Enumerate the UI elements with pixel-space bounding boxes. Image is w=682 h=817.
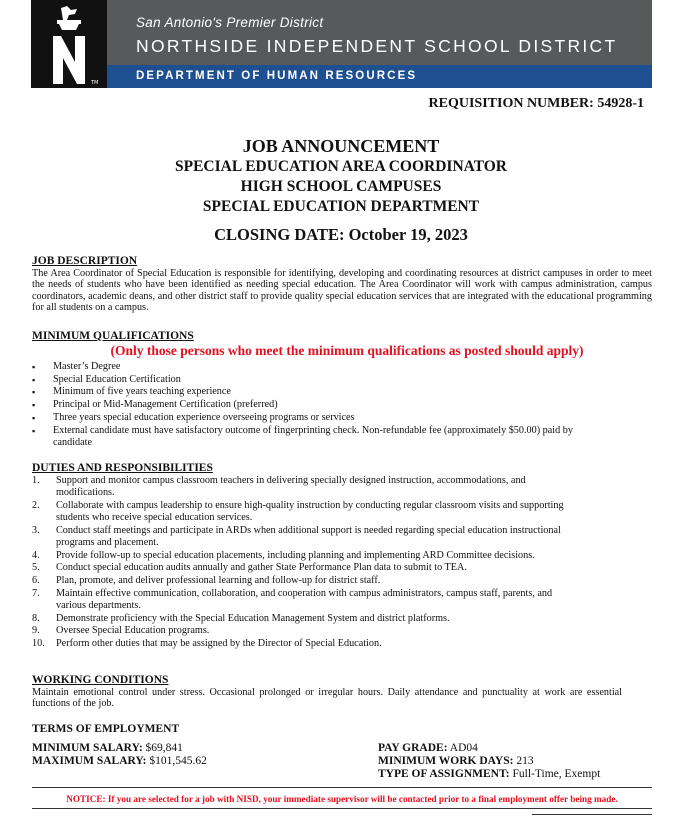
position-title: SPECIAL EDUCATION AREA COORDINATOR (174, 158, 508, 175)
qualifications-notice: (Only those persons who meet the minimum qualifications as posted should apply) (110, 343, 584, 358)
department-title: SPECIAL EDUCATION DEPARTMENT (202, 198, 480, 215)
max-salary-label: MAXIMUM SALARY: (32, 755, 147, 767)
footer-divider (532, 814, 652, 815)
list-item: ▪ Special Education Certification (32, 374, 652, 387)
district-logo (31, 0, 107, 88)
job-description-section (32, 255, 652, 314)
list-item: ▪ Master’s Degree (32, 361, 652, 374)
minimum-qualifications-heading: MINIMUM QUALIFICATIONS (32, 330, 194, 342)
min-salary-value: $69,841 (145, 742, 183, 754)
duties-heading: DUTIES AND RESPONSIBILITIES (32, 462, 213, 474)
duties-list (32, 475, 652, 650)
list-item: 10. Perform other duties that may be assigned by the Director of Special Education. (32, 638, 382, 650)
assignment-column (378, 742, 600, 781)
list-item: 4. Provide follow-up to special education placements, including planning and implementing ARD Committee decisions. (32, 549, 535, 561)
job-description-text: The Area Coordinator of Special Education is responsible for identifying, developing and coordinating resources at district campuses in order to meet the needs of students who have been identified as needing special education. The Area Coordinator will work with campus administration, campus coordinators, academic deans, and other district staff to provide quality special education services that are integrated with the educational programming for all students on a campus. (32, 268, 652, 314)
list-item: ▪ Minimum of five years teaching experience (32, 386, 652, 399)
list-item: 5. Conduct special education audits annually and gather State Performance Plan data to submit to TEA. (32, 562, 467, 574)
pay-grade-label: PAY GRADE: (378, 742, 448, 754)
list-item: 8. Demonstrate proficiency with the Special Education Management System and district platforms. (32, 612, 450, 624)
working-conditions-section (32, 674, 652, 710)
minimum-qualifications-section (32, 330, 652, 450)
list-item: 3. Conduct staff meetings and participate in ARDs when additional support is needed regarding special education instructional programs and placement. (32, 524, 561, 549)
district-header (31, 0, 652, 88)
list-item: 6. Plan, promote, and deliver professional learning and follow-up for district staff. (32, 575, 381, 587)
list-item: ▪ External candidate must have satisfactory outcome of fingerprinting check. Non-refundable fee (approximately $50.00) paid by candidate (32, 425, 652, 450)
work-days-value: 213 (516, 755, 534, 767)
max-salary-value: $101,545.62 (149, 755, 207, 767)
department-name: DEPARTMENT OF HUMAN RESOURCES (136, 70, 418, 82)
list-item: ▪ Three years special education experience overseeing programs or services (32, 412, 652, 425)
work-days-label: MINIMUM WORK DAYS: (378, 755, 514, 767)
pay-grade-value: AD04 (449, 742, 478, 754)
list-item: 7. Maintain effective communication, collaboration, and cooperation with campus administrators, campus staff, parents, and various departments. (32, 587, 553, 612)
supervisor-notice: NOTICE: If you are selected for a job with NISD, your immediate supervisor will be contacted prior to a final employment offer being made. (32, 787, 652, 809)
job-description-heading: JOB DESCRIPTION (32, 255, 138, 267)
requisition-number: REQUISITION NUMBER: 54928-1 (428, 96, 644, 111)
salary-column (32, 742, 207, 768)
district-name: NORTHSIDE INDEPENDENT SCHOOL DISTRICT (136, 36, 618, 56)
terms-section (32, 723, 652, 736)
closing-date: CLOSING DATE: October 19, 2023 (214, 225, 468, 244)
list-item: 9. Oversee Special Education programs. (32, 625, 210, 637)
list-item: 2. Collaborate with campus leadership to ensure high-quality instruction by conducting regular classroom visits and supporting students who receive special education services. (32, 499, 564, 524)
terms-heading: TERMS OF EMPLOYMENT (32, 723, 180, 735)
torch-n-logo-icon (31, 0, 107, 88)
list-item: 1. Support and monitor campus classroom teachers in delivering specially designed instruction, accommodations, and modifications. (32, 475, 526, 499)
working-conditions-heading: WORKING CONDITIONS (32, 674, 169, 686)
district-tagline: San Antonio's Premier District (136, 15, 324, 30)
working-conditions-text: Maintain emotional control under stress. Occasional prolonged or irregular hours. Daily attendance and punctuality at work are essential functions of the job. (32, 687, 622, 710)
svg-text:TM: TM (91, 80, 99, 86)
qualifications-list (32, 361, 652, 450)
campuses-title: HIGH SCHOOL CAMPUSES (240, 178, 442, 195)
list-item: ▪ Principal or Mid-Management Certification (preferred) (32, 399, 652, 412)
duties-section (32, 462, 652, 651)
announcement-title: JOB ANNOUNCEMENT (242, 136, 440, 156)
min-salary-label: MINIMUM SALARY: (32, 742, 143, 754)
assignment-label: TYPE OF ASSIGNMENT: (378, 768, 510, 780)
assignment-value: Full-Time, Exempt (512, 768, 601, 780)
